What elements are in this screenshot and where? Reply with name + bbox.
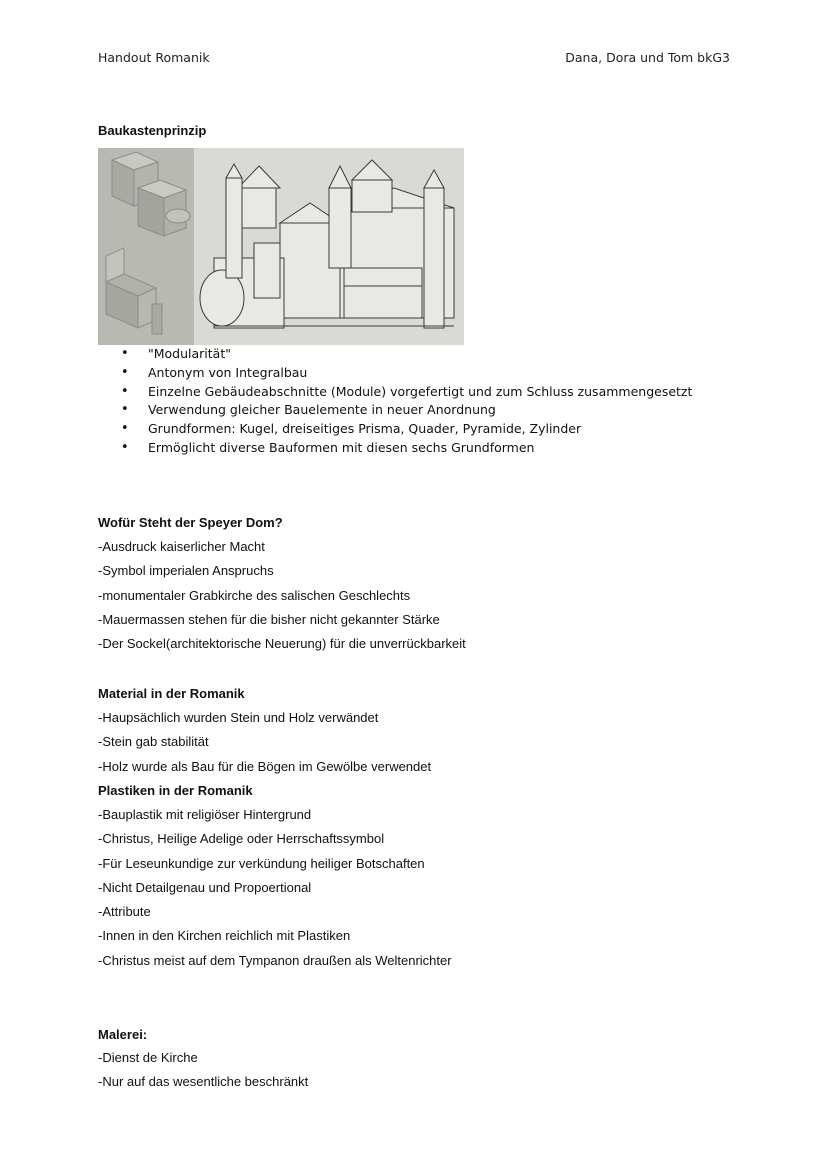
list-item: -Ausdruck kaiserlicher Macht bbox=[98, 539, 265, 554]
building-blocks-image bbox=[98, 148, 194, 345]
heading-baukastenprinzip: Baukastenprinzip bbox=[98, 123, 207, 138]
list-item: -Symbol imperialen Anspruchs bbox=[98, 563, 274, 579]
heading-material: Material in der Romanik bbox=[98, 686, 245, 701]
list-item: -Nur auf das wesentliche beschränkt bbox=[98, 1074, 309, 1090]
list-item: -Stein gab stabilität bbox=[98, 734, 209, 750]
header-authors: Dana, Dora und Tom bkG3 bbox=[565, 50, 730, 65]
list-item: • "Modularität" bbox=[98, 345, 692, 364]
plastiken-list bbox=[98, 803, 452, 973]
list-item: -Christus, Heilige Adelige oder Herrschaftssymbol bbox=[98, 831, 385, 847]
heading-malerei: Malerei: bbox=[98, 1027, 148, 1042]
list-item: -Für Leseunkundige zur verkündung heiliger Botschaften bbox=[98, 855, 425, 871]
list-item: -Nicht Detailgenau und Propoertional bbox=[98, 879, 312, 895]
speyer-dom-list bbox=[98, 535, 466, 656]
speyer-cathedral-drawing bbox=[194, 148, 464, 345]
list-item: -Holz wurde als Bau für die Bögen im Gewölbe verwendet bbox=[98, 758, 432, 774]
list-item: -monumentaler Grabkirche des salischen Geschlechts bbox=[98, 587, 411, 603]
list-item: • Verwendung gleicher Bauelemente in neuer Anordnung bbox=[98, 401, 692, 420]
list-item: • Grundformen: Kugel, dreiseitiges Prisma, Quader, Pyramide, Zylinder bbox=[98, 420, 692, 439]
heading-plastiken: Plastiken in der Romanik bbox=[98, 783, 253, 798]
list-item: -Christus meist auf dem Tympanon draußen als Weltenrichter bbox=[98, 952, 452, 968]
page-header bbox=[98, 50, 730, 70]
list-item: -Der Sockel(architektorische Neuerung) für die unverrückbarkeit bbox=[98, 636, 466, 652]
list-item: -Attribute bbox=[98, 904, 151, 920]
material-list bbox=[98, 706, 431, 779]
baukasten-bullet-list bbox=[98, 345, 692, 458]
list-item: -Dienst de Kirche bbox=[98, 1050, 198, 1065]
list-item: -Bauplastik mit religiöser Hintergrund bbox=[98, 807, 312, 822]
list-item: -Haupsächlich wurden Stein und Holz verwändet bbox=[98, 710, 379, 725]
list-item: -Innen in den Kirchen reichlich mit Plastiken bbox=[98, 928, 351, 944]
list-item: • Ermöglicht diverse Bauformen mit diesen sechs Grundformen bbox=[98, 439, 692, 458]
malerei-list bbox=[98, 1046, 308, 1095]
header-title: Handout Romanik bbox=[98, 50, 210, 65]
cathedral-figure bbox=[98, 148, 464, 345]
heading-speyer-dom: Wofür Steht der Speyer Dom? bbox=[98, 515, 283, 530]
list-item: • Antonym von Integralbau bbox=[98, 364, 692, 383]
list-item: -Mauermassen stehen für die bisher nicht gekannter Stärke bbox=[98, 611, 440, 627]
list-item: • Einzelne Gebäudeabschnitte (Module) vorgefertigt und zum Schluss zusammengesetzt bbox=[98, 383, 692, 402]
